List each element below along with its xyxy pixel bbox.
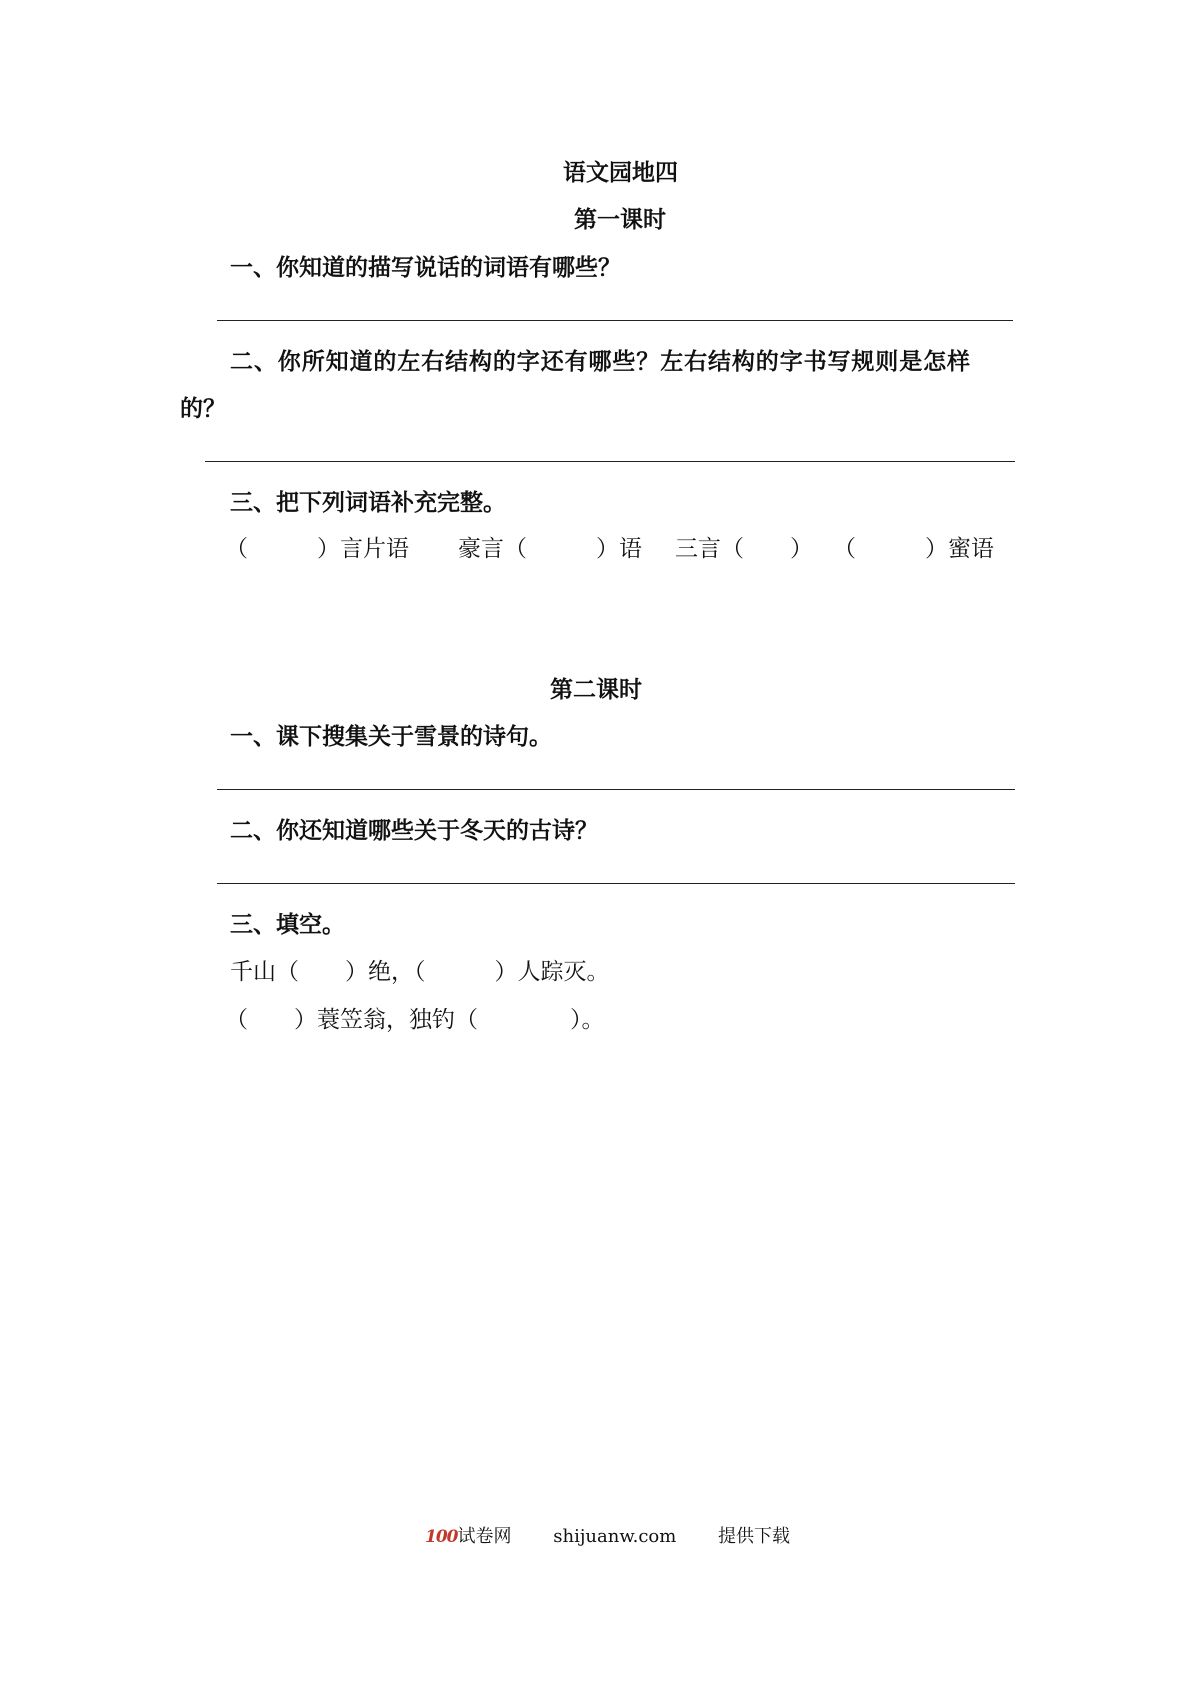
lesson1-question-3: 三、把下列词语补充完整。	[230, 489, 506, 516]
lesson2-question-1: 一、课下搜集关于雪景的诗句。	[230, 723, 552, 750]
fill-blank-item-2[interactable]: 豪言（ ）语	[458, 536, 642, 562]
lesson1-question-2-line1: 二、你所知道的左右结构的字还有哪些？左右结构的字书写规则是怎样	[230, 348, 971, 375]
footer-site[interactable]: shijuanw.com	[553, 1526, 677, 1547]
lesson1-question-1: 一、你知道的描写说话的词语有哪些？	[230, 254, 621, 281]
poem-line-2[interactable]: （ ）蓑笠翁，独钓（ ）。	[225, 1007, 605, 1033]
poem-line-1[interactable]: 千山（ ）绝，（ ）人踪灭。	[230, 959, 610, 985]
lesson2-answer-line-1[interactable]	[217, 789, 1015, 790]
footer-logo-text: 试卷网	[457, 1526, 512, 1547]
footer	[425, 1522, 790, 1548]
footer-note: 提供下载	[718, 1526, 791, 1547]
footer-logo-icon: 100	[425, 1527, 458, 1547]
fill-blank-item-1[interactable]: （ ）言片语	[225, 536, 409, 562]
lesson2-question-2: 二、你还知道哪些关于冬天的古诗？	[230, 817, 598, 844]
lesson1-answer-line-1[interactable]	[217, 320, 1013, 321]
lesson1-answer-line-2[interactable]	[205, 461, 1015, 462]
lesson2-heading: 第二课时	[550, 676, 642, 703]
fill-blank-item-4[interactable]: （ ）蜜语	[833, 536, 994, 562]
lesson2-answer-line-2[interactable]	[217, 883, 1015, 884]
fill-blank-item-3[interactable]: 三言（ ）	[675, 536, 813, 562]
lesson2-question-3: 三、填空。	[230, 911, 345, 938]
document-title: 语文园地四	[563, 159, 678, 186]
lesson1-heading: 第一课时	[574, 206, 666, 233]
lesson1-question-2-line2: 的？	[180, 395, 226, 422]
